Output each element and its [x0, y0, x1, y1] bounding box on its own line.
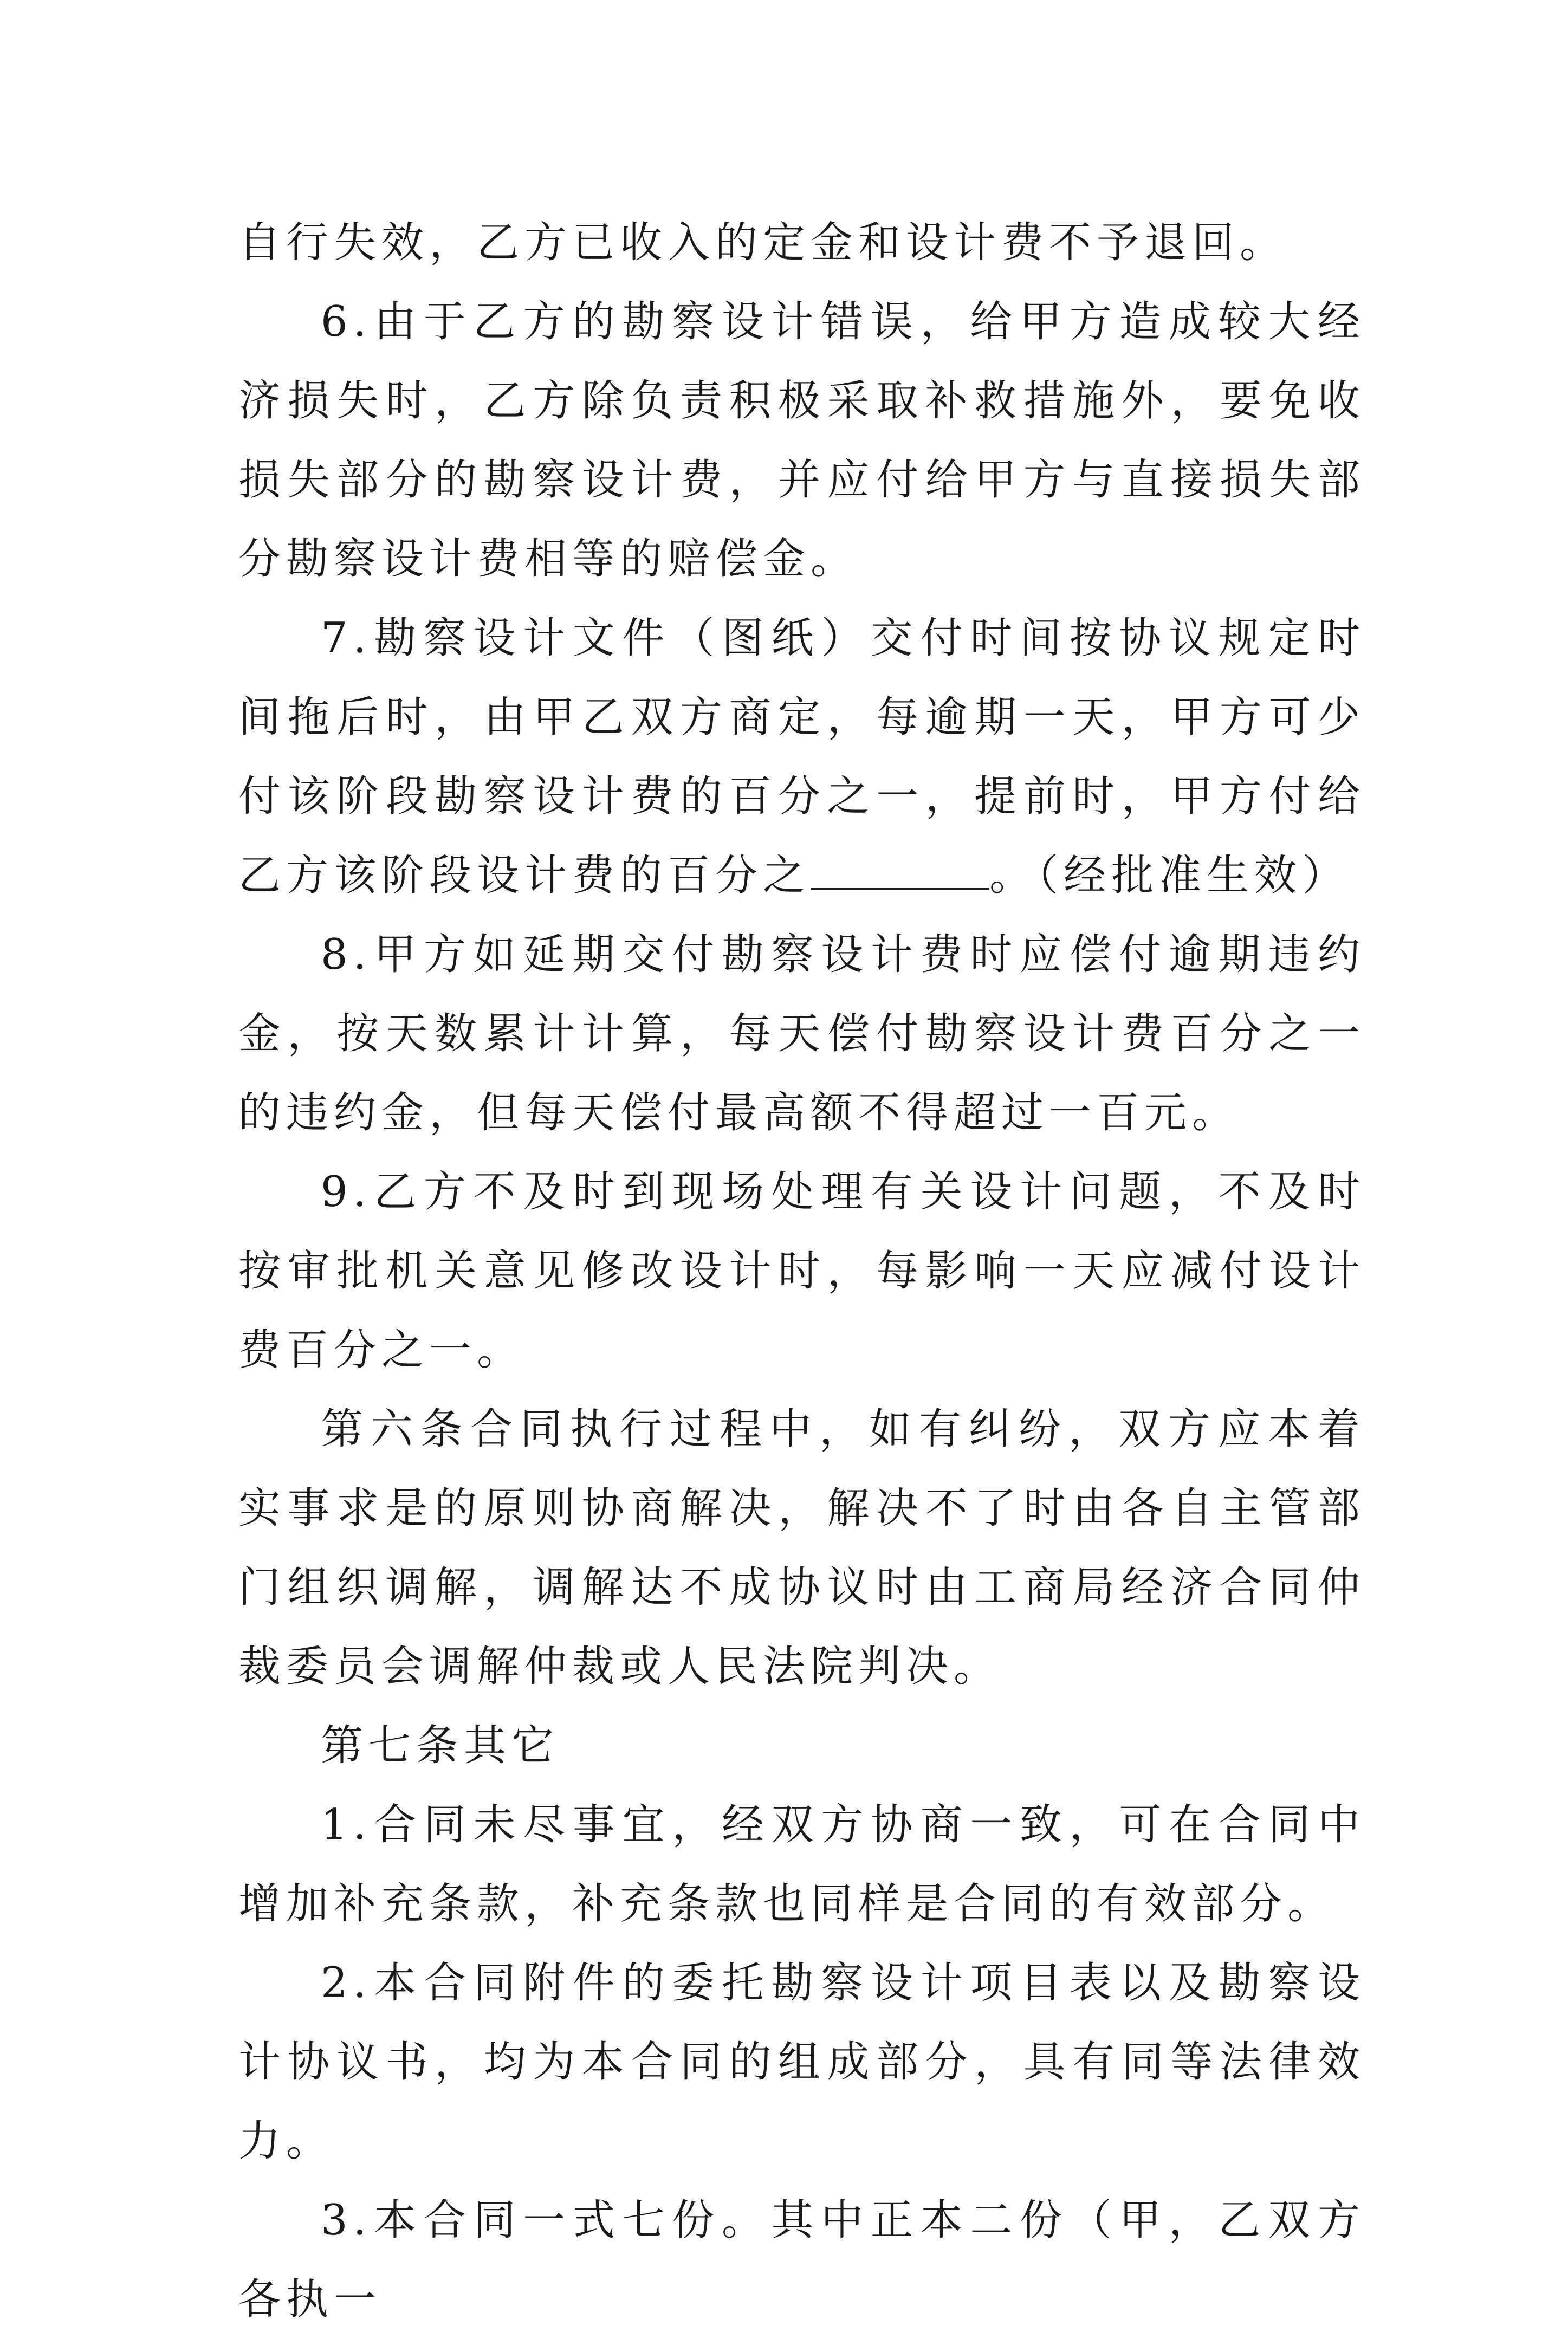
document-body: [238, 203, 1365, 2339]
paragraph-item-6: 6.由于乙方的勘察设计错误，给甲方造成较大经济损失时，乙方除负责积极采取补救措施外，要免收损失部分的勘察设计费，并应付给甲方与直接损失部分勘察设计费相等的赔偿金。: [238, 297, 1365, 584]
fill-in-blank: [811, 887, 989, 890]
paragraph-item-7: [238, 599, 1365, 915]
paragraph-other-2: 2.本合同附件的委托勘察设计项目表以及勘察设计协议书，均为本合同的组成部分，具有同等法律效力。: [238, 1959, 1365, 2166]
paragraph-item-7-text: 7.勘察设计文件（图纸）交付时间按协议规定时间拖后时，由甲乙双方商定，每逾期一天，甲方可少付该阶段勘察设计费的百分之一，提前时，甲方付给乙方该阶段设计费的百分之: [238, 614, 1365, 900]
paragraph-article-6: 第六条合同执行过程中，如有纠纷，双方应本着实事求是的原则协商解决，解决不了时由各自主管部门组织调解，调解达不成协议时由工商局经济合同仲裁委员会调解仲裁或人民法院判决。: [238, 1405, 1365, 1691]
paragraph-item-8: 8.甲方如延期交付勘察设计费时应偿付逾期违约金，按天数累计计算，每天偿付勘察设计费百分之一的违约金，但每天偿付最高额不得超过一百元。: [238, 930, 1365, 1137]
heading-article-7: 第七条其它: [321, 1721, 560, 1770]
paragraph-item-9: 9.乙方不及时到现场处理有关设计问题，不及时按审批机关意见修改设计时，每影响一天应减付设计费百分之一。: [238, 1168, 1365, 1375]
paragraph-other-1: 1.合同未尽事宜，经双方协商一致，可在合同中增加补充条款，补充条款也同样是合同的有效部分。: [238, 1800, 1365, 1928]
paragraph-item-7-tail: 。（经批准生效）: [989, 851, 1350, 900]
paragraph-other-3: 3.本合同一式七份。其中正本二份（甲，乙双方各执一: [238, 2196, 1365, 2324]
paragraph-continuation: 自行失效，乙方已收入的定金和设计费不予退回。: [238, 218, 1288, 267]
